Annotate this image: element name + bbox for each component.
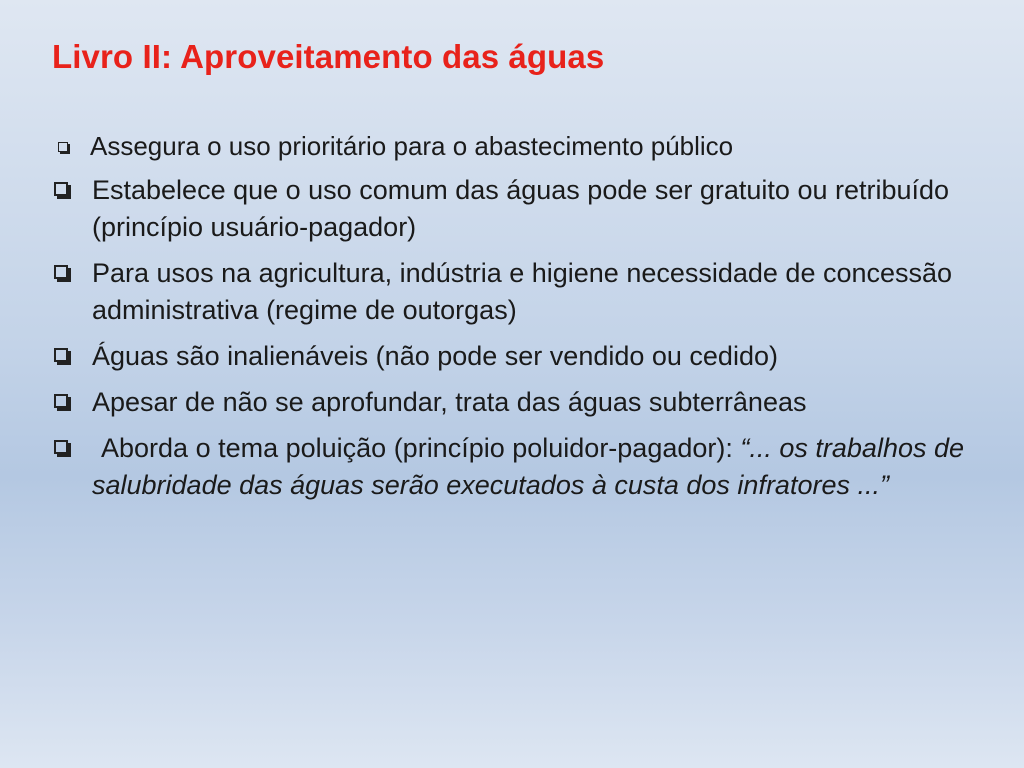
bullet-text: Estabelece que o uso comum das águas pode ser gratuito ou retribuído (princípio usuário-pagador) bbox=[92, 175, 950, 242]
bullet-item-5 bbox=[52, 384, 982, 421]
bullet-list bbox=[52, 128, 982, 513]
bullet-item-1 bbox=[52, 128, 982, 165]
bullet-text: Apesar de não se aprofundar, trata das águas subterrâneas bbox=[92, 387, 807, 417]
checkbox-square-icon bbox=[54, 394, 68, 408]
bullet-text: Águas são inalienáveis (não pode ser vendido ou cedido) bbox=[92, 341, 778, 371]
checkbox-square-icon bbox=[54, 440, 68, 454]
checkbox-square-icon bbox=[54, 182, 68, 196]
checkbox-square-icon bbox=[54, 265, 68, 279]
bullet-text: Aborda o tema poluição (princípio poluidor-pagador): bbox=[101, 433, 741, 463]
bullet-text: Assegura o uso prioritário para o abastecimento público bbox=[90, 131, 734, 161]
bullet-item-4 bbox=[52, 338, 982, 375]
bullet-quote: “... os trabalhos de salubridade das águas serão executados à custa dos infratores ...” bbox=[92, 433, 965, 500]
bullet-text: Para usos na agricultura, indústria e higiene necessidade de concessão administrativa (regime de outorgas) bbox=[92, 258, 953, 325]
bullet-item-6 bbox=[52, 430, 982, 504]
bullet-item-3 bbox=[52, 255, 982, 329]
bullet-item-2 bbox=[52, 172, 982, 246]
slide-title: Livro II: Aproveitamento das águas bbox=[52, 38, 605, 75]
checkbox-square-icon bbox=[58, 142, 68, 152]
checkbox-square-icon bbox=[54, 348, 68, 362]
